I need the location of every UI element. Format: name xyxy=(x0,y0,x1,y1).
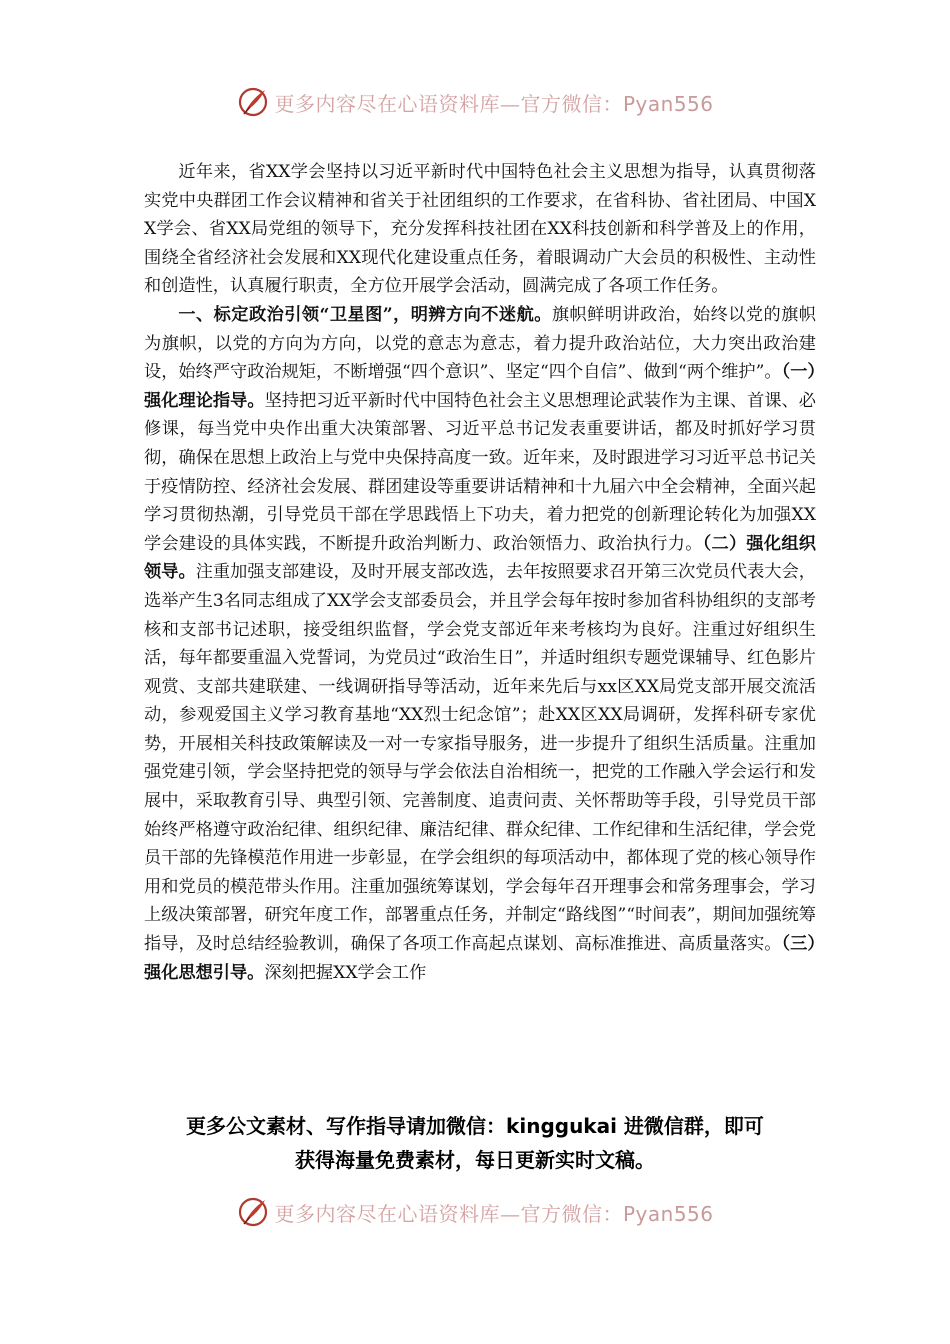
document-body xyxy=(144,158,816,987)
section-text: 旗帜鲜明讲政治，始终以党的旗帜为旗帜，以党的方向为方向，以党的意志为意志，着力提升政治站位，大力突出政治建设，始终严守政治规矩，不断增强“四个意识”、坚定“四个自信”、做到“两个维护”。 xyxy=(144,304,816,383)
section-one-paragraph xyxy=(144,301,816,987)
section-heading: 一、标定政治引领“卫星图”，明辨方向不迷航。 xyxy=(178,304,552,325)
subsection-text-1: 坚持把习近平新时代中国特色社会主义思想理论武装作为主课、首课、必修课，每当党中央作出重大决策部署、习近平总书记发表重要讲话，都及时抓好学习贯彻，确保在思想上政治上与党中央保持高度一致。近年来，及时跟进学习习近平总书记关于疫情防控、经济社会发展、群团建设等重要讲话精神和十九届六中全会精神，全面兴起学习贯彻热潮，引导党员干部在学思践悟上下功夫，着力把党的创新理论转化为加强XX学会建设的具体实践，不断提升政治判断力、政治领悟力、政治执行力。 xyxy=(144,390,816,554)
watermark-text: 更多内容尽在心语资料库—官方微信： xyxy=(274,1201,623,1226)
subsection-heading-1: （一）强化理论指导。 xyxy=(144,362,816,411)
quill-logo-icon xyxy=(236,1195,270,1229)
subsection-heading-3: （三）强化思想引导。 xyxy=(144,934,816,983)
promo-line-1: 更多公文素材、写作指导请加微信：kinggukai 进微信群，即可 xyxy=(186,1114,764,1138)
footer-watermark xyxy=(0,1192,950,1232)
subsection-text-2: 注重加强支部建设，及时开展支部改选，去年按照要求召开第三次党员代表大会，选举产生3名同志组成了XX学会支部委员会，并且学会每年按时参加省科协组织的支部考核和支部书记述职，接受组织监督，学会党支部近年来考核均为良好。注重过好组织生活，每年都要重温入党誓词，为党员过“政治生日”，并适时组织专题党课辅导、红色影片观赏、支部共建联建、一线调研指导等活动，近年来先后与xx区XX局党支部开展交流活动，参观爱国主义学习教育基地“XX烈士纪念馆”；赴XX区XX局调研，发挥科研专家优势，开展相关科技政策解读及一对一专家指导服务，进一步提升了组织生活质量。注重加强党建引领，学会坚持把党的领导与学会依法自治相统一，把党的工作融入学会运行和发展中，采取教育引导、典型引领、完善制度、追责问责、关怀帮助等手段，引导党员干部始终严格遵守政治纪律、组织纪律、廉洁纪律、群众纪律、工作纪律和生活纪律，学会党员干部的先锋模范作用进一步彰显，在学会组织的每项活动中，都体现了党的核心领导作用和党员的模范带头作用。注重加强统筹谋划，学会每年召开理事会和常务理事会，学习上级决策部署，研究年度工作，部署重点任务，并制定“路线图”“时间表”，期间加强统筹指导，及时总结经验教训，确保了各项工作高起点谋划、高标准推进、高质量落实。 xyxy=(144,562,816,955)
watermark-text: 更多内容尽在心语资料库—官方微信： xyxy=(274,91,623,116)
promo-notice xyxy=(0,1109,950,1177)
subsection-heading-2: （二）强化组织领导。 xyxy=(144,533,816,583)
promo-line-2: 获得海量免费素材，每日更新实时文稿。 xyxy=(295,1148,655,1172)
header-watermark xyxy=(0,82,950,122)
quill-logo-icon xyxy=(236,85,270,119)
intro-paragraph: 近年来，省XX学会坚持以习近平新时代中国特色社会主义思想为指导，认真贯彻落实党中央群团工作会议精神和省关于社团组织的工作要求，在省科协、省社团局、中国XX学会、省XX局党组的领导下，充分发挥科技社团在XX科技创新和科学普及上的作用，围绕全省经济社会发展和XX现代化建设重点任务，着眼调动广大会员的积极性、主动性和创造性，认真履行职责，全方位开展学会活动，圆满完成了各项工作任务。 xyxy=(144,162,816,297)
subsection-text-3: 深刻把握XX学会工作 xyxy=(264,962,427,983)
watermark-id: Pyan556 xyxy=(622,91,714,116)
watermark-id: Pyan556 xyxy=(622,1201,714,1226)
